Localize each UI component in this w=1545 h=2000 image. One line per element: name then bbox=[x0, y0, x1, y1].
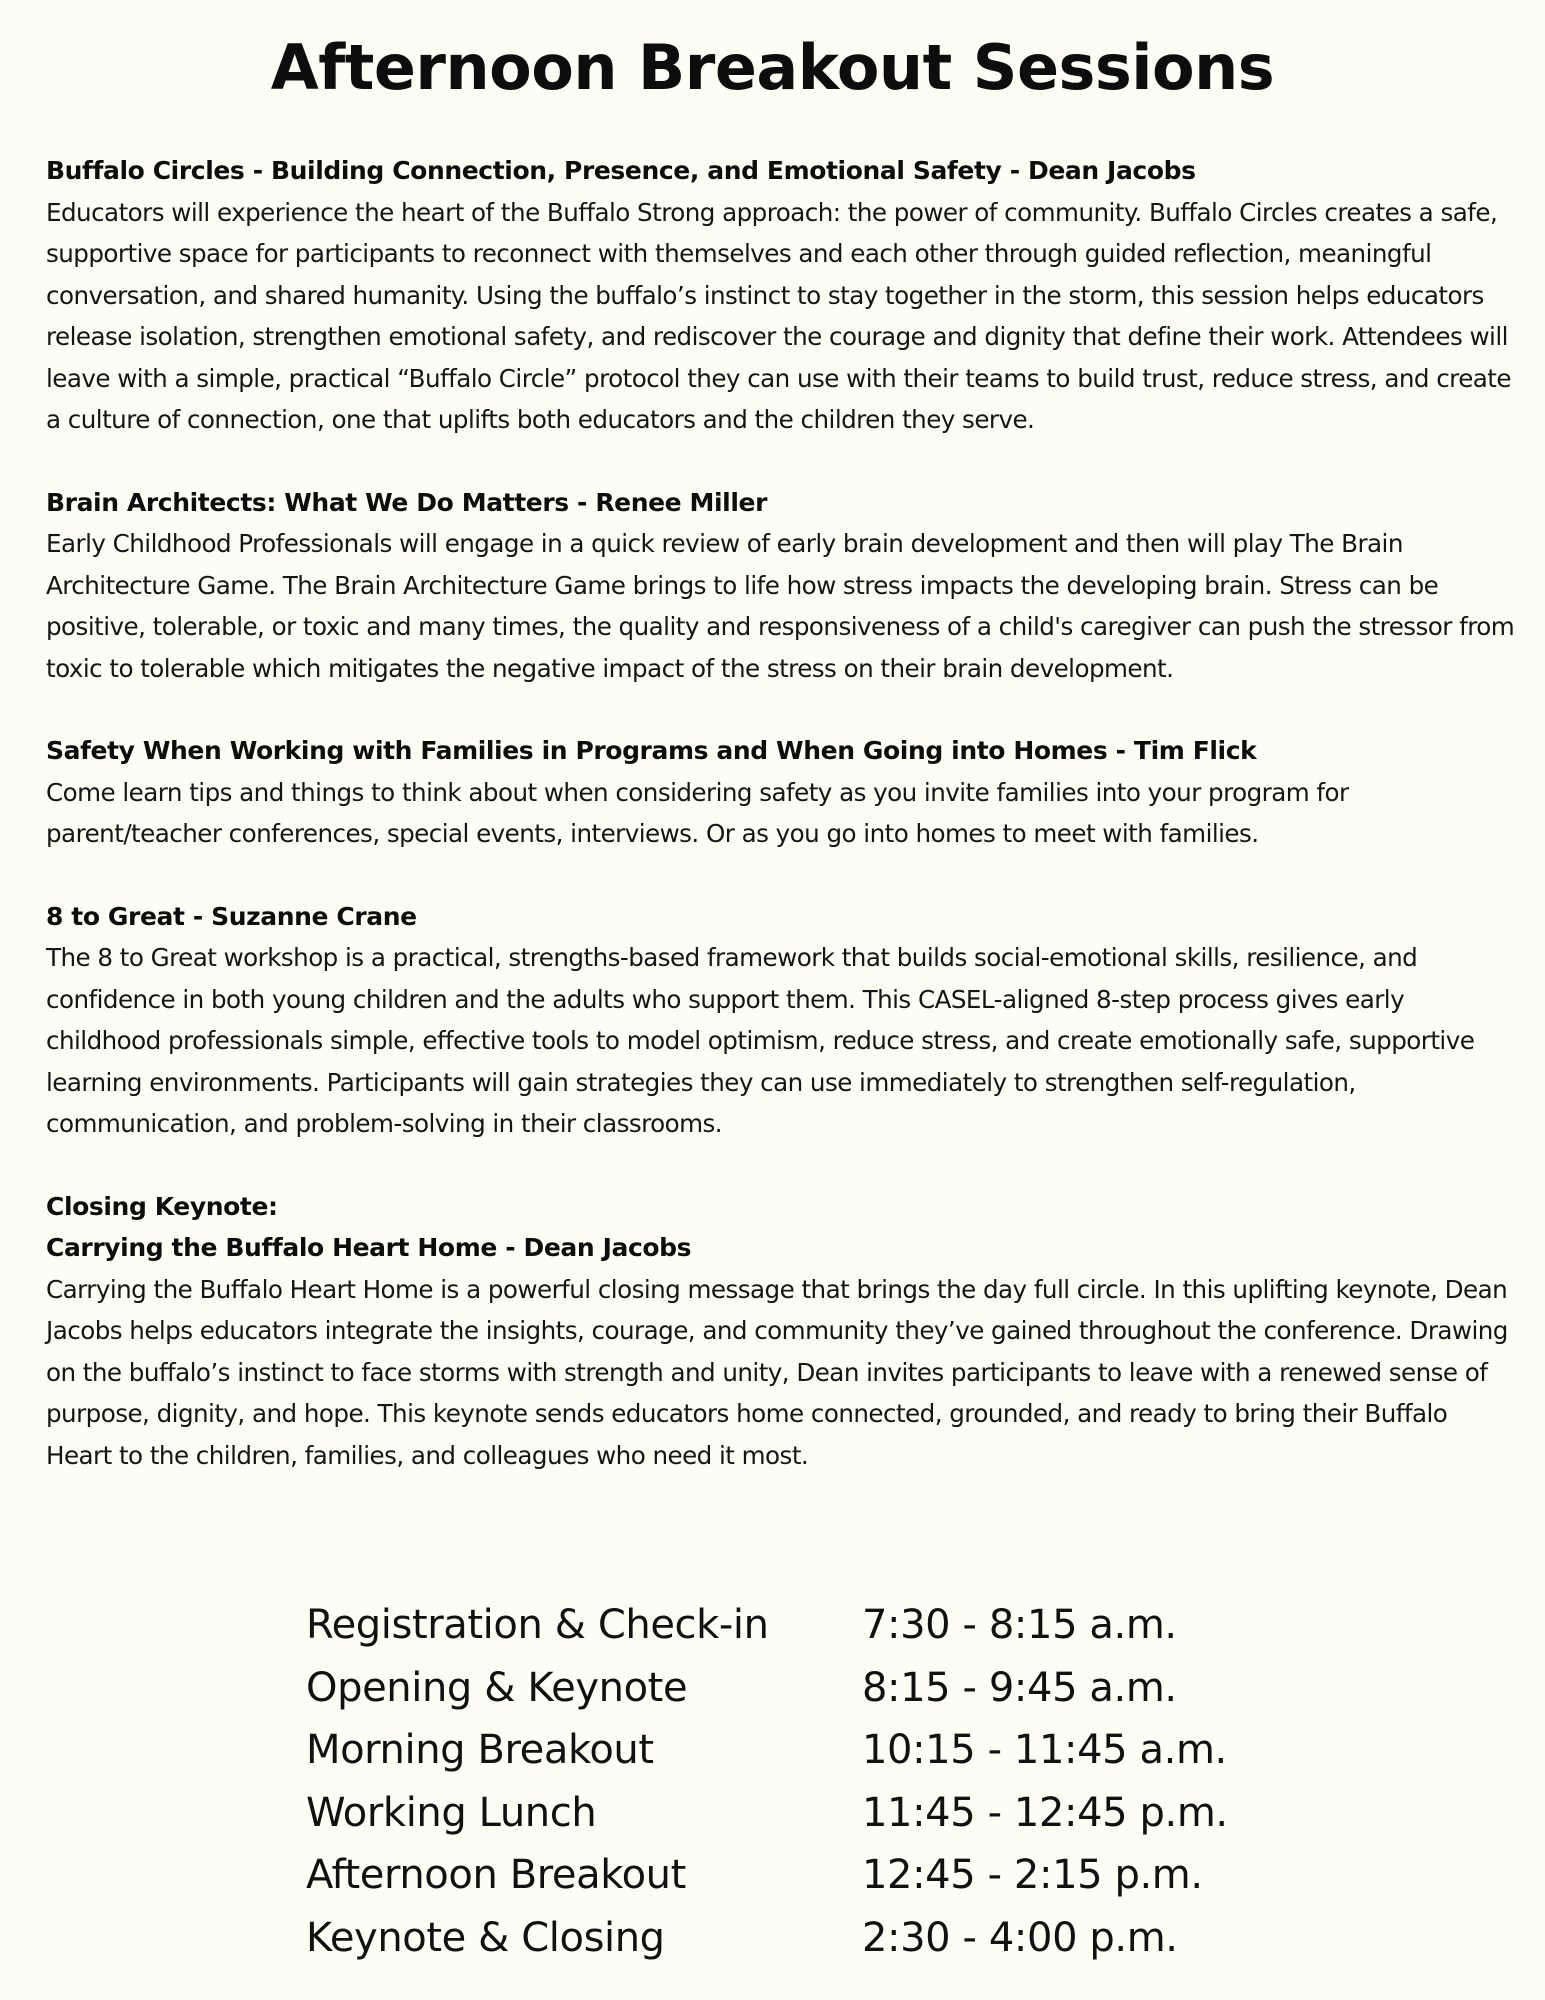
session-heading: 8 to Great - Suzanne Crane bbox=[46, 901, 417, 931]
schedule-event: Afternoon Breakout bbox=[306, 1852, 686, 1899]
session-description: Carrying the Buffalo Heart Home is a powerful closing message that brings the day full circle. In this uplifting keynote, Dean Jacobs helps educators integrate the insights, courage, and community they’ve gained throughout the conference. Drawing on the buffalo’s instinct to face storms with strength and unity, Dean invites participants to leave with a renewed sense of purpose, dignity, and hope. This keynote sends educators home connected, grounded, and ready to bring their Buffalo Heart to the children, families, and colleagues who need it most. bbox=[46, 1274, 1508, 1470]
session-item bbox=[46, 482, 1516, 690]
schedule-event: Keynote & Closing bbox=[306, 1914, 665, 1961]
schedule-row bbox=[306, 1782, 1306, 1845]
schedule-row bbox=[306, 1594, 1306, 1657]
schedule-event: Registration & Check-in bbox=[306, 1602, 769, 1649]
session-list bbox=[46, 150, 1516, 1517]
session-heading: Brain Architects: What We Do Matters - Renee Miller bbox=[46, 487, 768, 517]
schedule-row bbox=[306, 1844, 1306, 1907]
session-heading: Carrying the Buffalo Heart Home - Dean Jacobs bbox=[46, 1233, 692, 1262]
schedule-time: 2:30 - 4:00 p.m. bbox=[862, 1914, 1178, 1961]
schedule-time: 12:45 - 2:15 p.m. bbox=[862, 1852, 1203, 1899]
session-item bbox=[46, 1186, 1516, 1477]
session-heading: Buffalo Circles - Building Connection, Presence, and Emotional Safety - Dean Jacobs bbox=[46, 156, 1196, 185]
session-description: Early Childhood Professionals will engage in a quick review of early brain development and then will play The Brain Architecture Game. The Brain Architecture Game brings to life how stress impacts the developing brain. Stress can be positive, tolerable, or toxic and many times, the quality and responsiveness of a child's caregiver can push the stressor from toxic to tolerable which mitigates the negative impact of the stress on their brain development. bbox=[46, 529, 1515, 683]
schedule-time: 8:15 - 9:45 a.m. bbox=[862, 1664, 1177, 1711]
session-item bbox=[46, 896, 1516, 1145]
closing-keynote-label: Closing Keynote: bbox=[46, 1191, 278, 1221]
schedule-event: Opening & Keynote bbox=[306, 1664, 688, 1711]
page-title: Afternoon Breakout Sessions bbox=[270, 31, 1275, 104]
schedule-row bbox=[306, 1907, 1306, 1970]
session-description: The 8 to Great workshop is a practical, strengths-based framework that builds social-emotional skills, resilience, and confidence in both young children and the adults who support them. This CASEL-aligned 8-step process gives early childhood professionals simple, effective tools to model optimism, reduce stress, and create emotionally safe, supportive learning environments. Participants will gain strategies they can use immediately to strengthen self-regulation, communication, and problem-solving in their classrooms. bbox=[46, 943, 1475, 1138]
schedule-time: 10:15 - 11:45 a.m. bbox=[862, 1727, 1227, 1774]
schedule-event: Working Lunch bbox=[306, 1789, 597, 1836]
session-item bbox=[46, 150, 1516, 441]
session-item bbox=[46, 730, 1516, 855]
schedule-time: 7:30 - 8:15 a.m. bbox=[862, 1602, 1177, 1649]
session-description: Educators will experience the heart of the Buffalo Strong approach: the power of community. Buffalo Circles creates a safe, supportive space for participants to reconnect with themselves and each other through guided reflection, meaningful conversation, and shared humanity. Using the buffalo’s instinct to stay together in the storm, this session helps educators release isolation, strengthen emotional safety, and rediscover the courage and dignity that define their work. Attendees will leave with a simple, practical “Buffalo Circle” protocol they can use with their teams to build trust, reduce stress, and create a culture of connection, one that uplifts both educators and the children they serve. bbox=[46, 197, 1511, 434]
schedule-row bbox=[306, 1657, 1306, 1720]
session-heading: Safety When Working with Families in Programs and When Going into Homes - Tim Flick bbox=[46, 736, 1257, 765]
schedule-table bbox=[306, 1594, 1306, 1969]
session-description: Come learn tips and things to think about when considering safety as you invite families into your program for parent/teacher conferences, special events, interviews. Or as you go into homes to meet with families. bbox=[46, 777, 1349, 848]
schedule-event: Morning Breakout bbox=[306, 1727, 654, 1774]
schedule-row bbox=[306, 1719, 1306, 1782]
schedule-time: 11:45 - 12:45 p.m. bbox=[862, 1789, 1228, 1836]
